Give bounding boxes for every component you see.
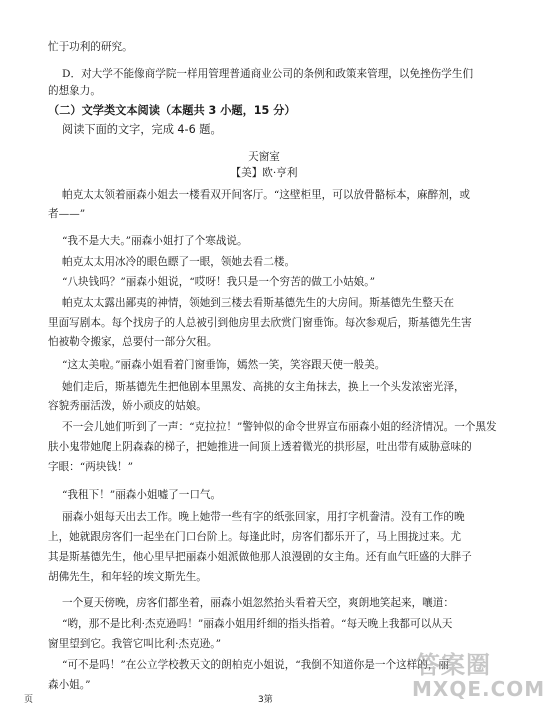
text-line: D．对大学不能像商学院一样用管理普通商业公司的条例和政策来管理，以免挫伤学生们	[62, 68, 474, 80]
text-line: 肤小鬼带她爬上阴森森的梯子，把她推进一间顶上透着微光的拱形屋，吐出带有威胁意味的	[48, 441, 472, 453]
watermark	[398, 643, 545, 703]
text-line: 容貌秀丽活泼，娇小顽皮的姑娘。	[48, 400, 207, 412]
text-line: 帕克太太露出鄙夷的神情，领她到三楼去看斯基德先生的大房间。斯基德先生整天在	[62, 297, 454, 309]
text-line: 【美】欧·亨利	[230, 167, 298, 179]
text-line: 森小姐。”	[48, 679, 91, 691]
text-line: 阅读下面的文字，完成 4-6 题。	[62, 123, 222, 136]
text-line: “我租下！”丽森小姐嘘了一口气。	[62, 489, 222, 501]
watermark-bottom-text: MXQE.COM	[412, 677, 545, 701]
text-line: 其是斯基德先生，他心里早把丽森小姐派做他那人浪漫剧的女主角。还有血气旺盛的大胖子	[48, 551, 472, 563]
text-line: 字眼：“两块钱！”	[48, 461, 133, 473]
text-line: 帕克太太用冰冷的眼色瞟了一眼，领她去看二楼。	[62, 256, 296, 268]
page-number: 3第	[258, 695, 273, 705]
watermark-top-text: 答案圈	[416, 651, 491, 679]
text-line: 不一会儿她们听到了一声：“克拉拉！”警钟似的命令世界宣布丽森小姐的经济情况。一个黑发	[62, 421, 497, 433]
text-line: 者——”	[48, 208, 86, 220]
text-line: 一个夏天傍晚，房客们都坐着，丽森小姐忽然抬头看着天空，爽朗地笑起来，嚷道：	[62, 597, 454, 609]
text-line: （二）文学类文本阅读（本题共 3 小题，15 分）	[48, 104, 296, 117]
text-line: 的想象力。	[48, 85, 101, 97]
text-line: “我不是大夫。”丽森小姐打了个寒战说。	[62, 235, 248, 247]
text-line: 里面写剧本。每个找房子的人总被引到他房里去欣赏门窗垂饰。每次参观后，斯基德先生害	[48, 317, 472, 329]
text-line: “可不是吗！”在公立学校教天文的朗柏克小姐说，“我倒不知道你是一个这样的，丽	[62, 659, 450, 671]
text-line: “这太美啦。”丽森小姐看着门窗垂饰，嫣然一笑，笑容跟天使一般美。	[62, 359, 386, 371]
text-line: 天窗室	[248, 151, 280, 163]
text-line: 丽森小姐每天出去工作。晚上她带一些有字的纸张回家，用打字机誊清。没有工作的晚	[62, 511, 465, 523]
footer-left: 页	[24, 695, 34, 705]
text-line: 窗里望到它。我管它叫比利·杰克逊。”	[48, 638, 221, 650]
text-line: 忙于功利的研究。	[48, 41, 133, 53]
text-line: 胡佛先生，和年轻的埃文斯先生。	[48, 571, 207, 583]
text-line: 上，她就跟房客们一起坐在门口台阶上。每逢此时，房客们都乐开了，马上围拢过来。尤	[48, 531, 462, 543]
text-line: “哟，那不是比利·杰克逊吗！”丽森小姐用纤细的指头指着。“每天晚上我都可以从天	[62, 618, 453, 630]
text-line: 帕克太太领着丽森小姐去一楼看双开间客厅。“这壁柜里，可以放骨骼标本，麻醉剂，或	[62, 189, 470, 201]
text-line: 怕被勒令搬家，总要付一部分欠租。	[48, 336, 218, 348]
text-line: 她们走后，斯基德先生把他剧本里黑发、高挑的女主角抹去，换上一个头发浓密光泽，	[62, 381, 465, 393]
text-line: “八块钱吗？”丽森小姐说，“哎呀！我只是一个穷苦的做工小姑娘。”	[62, 276, 375, 288]
